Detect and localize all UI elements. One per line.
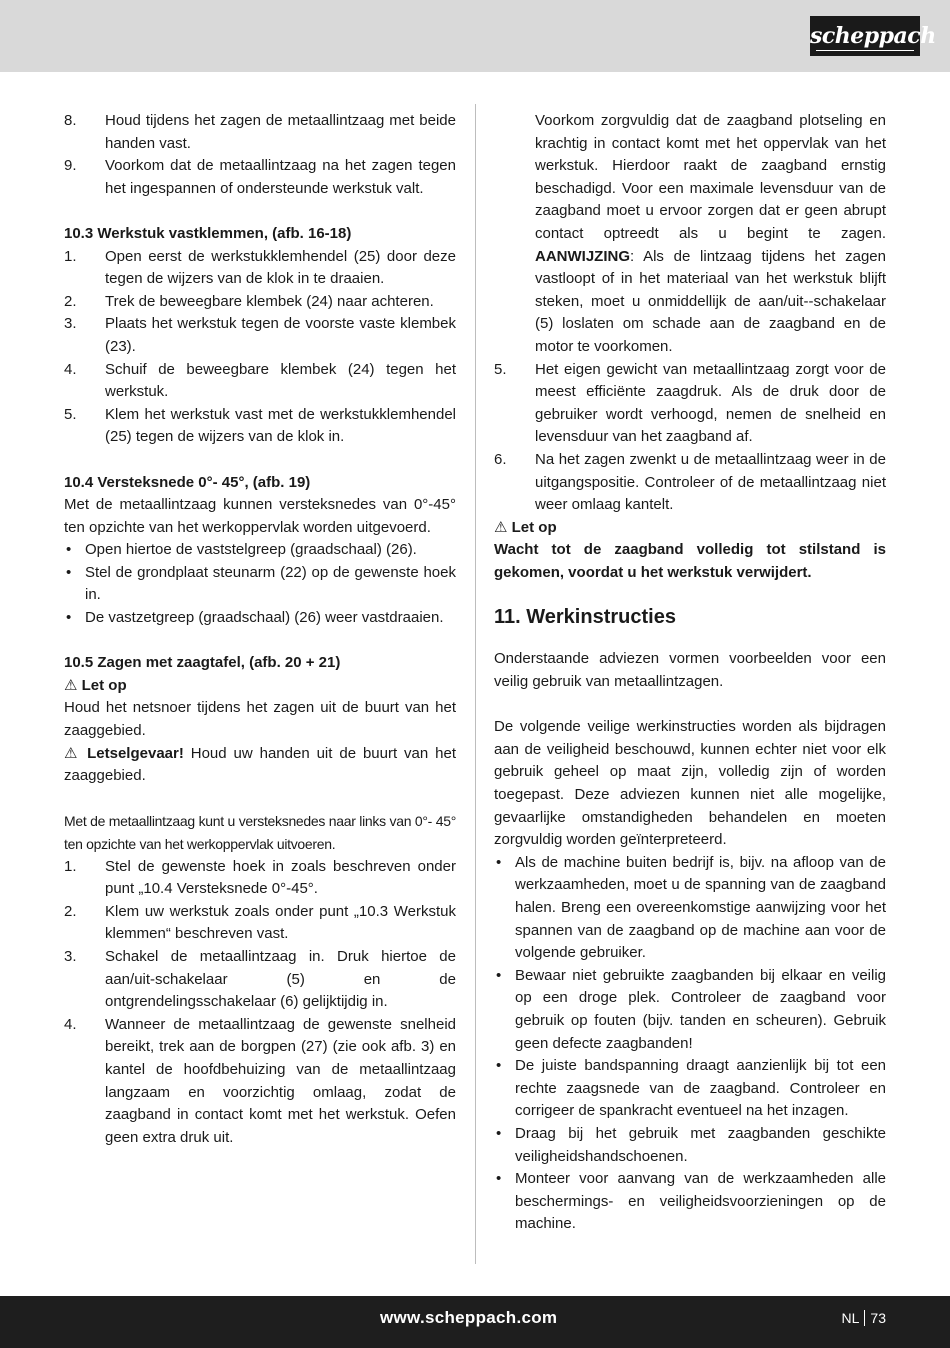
list-item: 2. Trek de beweegbare klembek (24) naar achteren. [64, 292, 434, 310]
list-item: 4. Schuif de beweegbare klembek (24) tegen het werkstuk. [64, 360, 456, 401]
list-item: • Draag bij het gebruik met zaagbanden geschikte veiligheidshandschoenen. [496, 1124, 886, 1165]
warning-icon: ⚠ [64, 744, 81, 762]
website-link[interactable]: www.scheppach.com [380, 1308, 558, 1327]
list-item: 5. Het eigen gewicht van metaallintzaag zorgt voor de meest efficiënte zaagdruk. Als de druk door de gebruiker wordt verhoogd, nemen de snelheid en levensduur van het zaagband af. [494, 360, 886, 446]
paragraph: Met de metaallintzaag kunt u versteksnedes naar links van 0°- 45° ten opzichte van het werkoppervlak uitvoeren. [64, 813, 456, 852]
header-bar [0, 0, 950, 72]
list-item: • Bewaar niet gebruikte zaagbanden bij elkaar en veilig op een droge plek. Controleer de zaagband voor gebruik op fouten (bijv. tanden en scheuren). Gebruik geen defecte zaagbanden! [496, 966, 886, 1052]
page-indicator: NL 73 [841, 1310, 886, 1326]
numbered-list-d [494, 359, 886, 517]
paragraph: Met de metaallintzaag kunnen versteksnedes van 0°-45° ten opzichte van het werkoppervlak worden uitgevoerd. [64, 496, 456, 536]
list-item: • Monteer voor aanvang van de werkzaamheden alle beschermings- en veiligheidsvoorzieningen op de machine. [496, 1170, 886, 1233]
paragraph: Onderstaande adviezen vormen voorbeelden voor een veilig gebruik van metaallintzagen. [494, 650, 886, 691]
list-item: • Als de machine buiten bedrijf is, bijv. na afloop van de werkzaamheden, moet u de spanning van de zaagband halen. Breng een overeenkomstige aanwijzing voor het spannen van de zaagband op de machine aan voor de volgende gebruiker. [496, 853, 886, 962]
injury-warning: ⚠ Letselgevaar! Houd uw handen uit de buurt van het zaaggebied. [64, 744, 456, 785]
right-column [494, 110, 886, 1236]
brand-logo: scheppach [810, 16, 920, 56]
warning-icon: ⚠ [64, 676, 78, 694]
list-item: 3. Schakel de metaallintzaag in. Druk hiertoe de aan/uit-schakelaar (5) en de ontgrendelingsschakelaar (6) gelijktijdig in. [64, 947, 456, 1011]
section-heading-10-5: 10.5 Zagen met zaagtafel, (afb. 20 + 21) [64, 654, 341, 672]
list-item: • Stel de grondplaat steunarm (22) op de gewenste hoek in. [66, 563, 456, 604]
warning-icon: ⚠ [494, 518, 508, 536]
list-item: 8. Houd tijdens het zagen de metaallintzaag met beide handen vast. [64, 112, 456, 152]
section-heading-10-3: 10.3 Werkstuk vastklemmen, (afb. 16-18) [64, 224, 352, 242]
list-item: 3. Plaats het werkstuk tegen de voorste vaste klembek (23). [64, 315, 456, 355]
bullet-list-10-4 [64, 539, 456, 629]
paragraph: Houd het netsnoer tijdens het zagen uit de buurt van het zaaggebied. [64, 699, 456, 740]
list-item: 4. Wanneer de metaallintzaag de gewenste snelheid bereikt, trek aan de borgpen (27) (zie ook afb. 3) en kantel de hoofdbehuizing van de metaallintzaag langzaam en voorzichtig omlaag, zodat de zaagband in contact komt met het werkstuk. Oefen geen extra druk uit. [64, 1015, 456, 1146]
caution-label: ⚠ Let op [64, 676, 127, 694]
footer-bar [0, 1296, 950, 1348]
list-item: 6. Na het zagen zwenkt u de metaallintzaag weer in de uitgangspositie. Controleer of de metaallintzaag niet weer omlaag kantelt. [494, 450, 886, 514]
bullet-list-11 [494, 852, 886, 1236]
list-item: 1. Open eerst de werkstukklemhendel (25) door deze tegen de wijzers van de klok in te draaien. [64, 247, 456, 288]
numbered-list-c [64, 856, 456, 1150]
paragraph-continued: Voorkom zorgvuldig dat de zaagband plotseling en krachtig in contact komt met het oppervlak van het werkstuk. Hierdoor raakt de zaagband ernstig beschadigd. Voor een maximale levensduur van de zaagband moet u ervoor zorgen dat er geen abrupt contact optreedt als u begint te zagen. AANWIJZING: Als de lintzaag tijdens het zagen vastloopt of in het materiaal van het werkstuk blijft steken, moet u onmiddellijk de aan/uit--schakelaar (5) loslaten om schade aan de zaagband en de motor te voorkomen. [535, 112, 886, 355]
list-item: • De vastzetgreep (graadschaal) (26) weer vastdraaien. [66, 609, 444, 627]
section-heading-10-4: 10.4 Versteksnede 0°- 45°, (afb. 19) [64, 473, 311, 491]
list-item: • De juiste bandspanning draagt aanzienlijk bij tot een rechte zaagsnede van de zaagband. Controleer en corrigeer de spankracht eventueel na het inzagen. [496, 1057, 886, 1120]
numbered-list-a [64, 110, 456, 200]
caution-label: ⚠ Let op [494, 518, 557, 536]
list-item: • Open hiertoe de vaststelgreep (graadschaal) (26). [66, 541, 417, 559]
numbered-list-b [64, 246, 456, 449]
list-item: 9. Voorkom dat de metaallintzaag na het zagen tegen het ingespannen of ondersteunde werkstuk valt. [64, 157, 456, 197]
list-item: 1. Stel de gewenste hoek in zoals beschreven onder punt „10.4 Versteksnede 0°-45°. [64, 857, 456, 898]
list-item: 2. Klem uw werkstuk zoals onder punt „10.3 Werkstuk klemmen“ beschreven vast. [64, 902, 456, 943]
list-item: 5. Klem het werkstuk vast met de werkstukklemhendel (25) tegen de wijzers van de klok in. [64, 405, 456, 446]
warning-text: Wacht tot de zaagband volledig tot stilstand is gekomen, voordat u het werkstuk verwijdert. [494, 541, 886, 581]
section-heading-11: 11. Werkinstructies [494, 606, 676, 629]
paragraph: De volgende veilige werkinstructies worden als bijdragen aan de veiligheid beschouwd, kunnen echter niet voor elk gebruik geheel op maat zijn, volledig zijn of worden toegepast. Deze adviezen kunnen niet alle mogelijke, gevaarlijke omstandigheden behandelen en moeten zorgvuldig worden geïnterpreteerd. [494, 718, 886, 849]
left-column [64, 110, 456, 1149]
column-divider [475, 104, 476, 1264]
